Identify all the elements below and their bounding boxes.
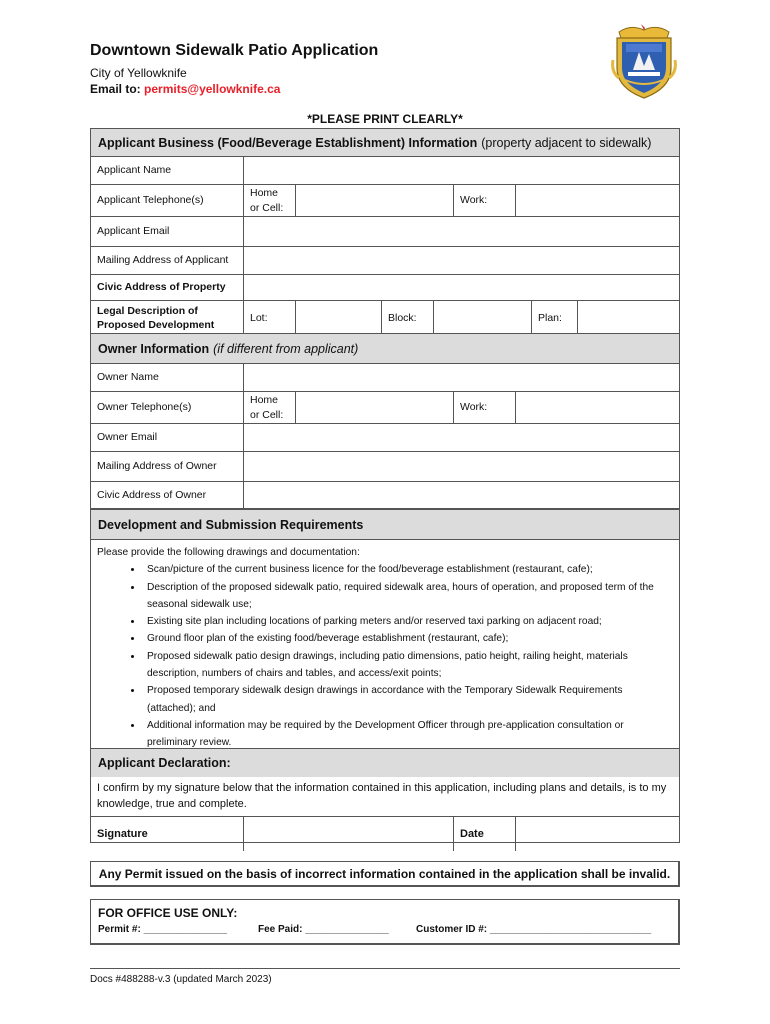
city-crest-logo bbox=[611, 22, 677, 100]
owner-email-field[interactable] bbox=[244, 424, 679, 451]
invalid-permit-notice: Any Permit issued on the basis of incorrect information contained in the application shall be invalid. bbox=[90, 861, 680, 887]
signature-field[interactable] bbox=[244, 817, 454, 851]
signature-label: Signature bbox=[91, 817, 244, 851]
city-name: City of Yellowknife bbox=[90, 66, 187, 80]
list-item: • Proposed sidewalk patio design drawings, including patio dimensions, patio height, railing height, materials description, numbers of chairs and tables, and access/exit points; bbox=[143, 648, 673, 683]
declaration-section bbox=[90, 748, 680, 843]
legal-description-label: Legal Description of Proposed Development bbox=[91, 301, 244, 335]
owner-work-phone-field[interactable] bbox=[516, 392, 679, 423]
print-clearly-note: *PLEASE PRINT CLEARLY* bbox=[307, 112, 463, 126]
applicant-section bbox=[90, 128, 680, 334]
declaration-text: I confirm by my signature below that the information contained in this application, including plans and details, is to my knowledge, true and complete. bbox=[97, 782, 667, 810]
requirements-list bbox=[97, 561, 673, 751]
footer-divider bbox=[90, 968, 680, 969]
block-field[interactable] bbox=[434, 301, 532, 335]
civic-address-property-field[interactable] bbox=[244, 275, 679, 300]
declaration-heading: Applicant Declaration: bbox=[91, 749, 679, 777]
requirements-intro: Please provide the following drawings and documentation: bbox=[97, 547, 360, 558]
applicant-email-field[interactable] bbox=[244, 217, 679, 246]
owner-civic-label: Civic Address of Owner bbox=[91, 482, 244, 509]
applicant-work-label: Work: bbox=[454, 185, 516, 216]
list-item: • Existing site plan including locations of parking meters and/or reserved taxi parking on adjacent road; bbox=[143, 613, 673, 630]
date-field[interactable] bbox=[516, 817, 679, 851]
date-label: Date bbox=[454, 817, 516, 851]
list-item: • Proposed temporary sidewalk design drawings in accordance with the Temporary Sidewalk Requirements (attached); and bbox=[143, 682, 673, 717]
list-item: • Description of the proposed sidewalk patio, required sidewalk area, hours of operation, and proposed term of the seasonal sidewalk use; bbox=[143, 579, 673, 614]
owner-telephone-label: Owner Telephone(s) bbox=[91, 392, 244, 423]
plan-label: Plan: bbox=[532, 301, 578, 335]
owner-email-label: Owner Email bbox=[91, 424, 244, 451]
owner-name-field[interactable] bbox=[244, 364, 679, 391]
applicant-heading: Applicant Business (Food/Beverage Establishment) Information (property adjacent to sidewalk) bbox=[91, 129, 679, 157]
civic-address-property-label: Civic Address of Property bbox=[91, 275, 244, 300]
requirements-heading: Development and Submission Requirements bbox=[91, 510, 679, 540]
permit-number-field: Permit #: _______________ bbox=[98, 924, 227, 935]
page-title: Downtown Sidewalk Patio Application bbox=[90, 42, 379, 59]
owner-mailing-field[interactable] bbox=[244, 452, 679, 481]
applicant-name-field[interactable] bbox=[244, 157, 679, 184]
owner-work-label: Work: bbox=[454, 392, 516, 423]
fee-paid-field: Fee Paid: _______________ bbox=[258, 924, 389, 935]
owner-home-phone-field[interactable] bbox=[296, 392, 454, 423]
owner-mailing-label: Mailing Address of Owner bbox=[91, 452, 244, 481]
office-use-section bbox=[90, 899, 680, 945]
customer-id-field: Customer ID #: _____________________________ bbox=[416, 924, 652, 935]
owner-home-label: Home or Cell: bbox=[244, 392, 296, 423]
applicant-email-label: Applicant Email bbox=[91, 217, 244, 246]
lot-label: Lot: bbox=[244, 301, 296, 335]
applicant-mailing-label: Mailing Address of Applicant bbox=[91, 247, 244, 274]
owner-heading: Owner Information (if different from applicant) bbox=[91, 334, 679, 364]
applicant-mailing-field[interactable] bbox=[244, 247, 679, 274]
list-item: • Additional information may be required by the Development Officer through pre-application consultation or preliminary review. bbox=[143, 717, 673, 752]
applicant-name-label: Applicant Name bbox=[91, 157, 244, 184]
applicant-home-phone-field[interactable] bbox=[296, 185, 454, 216]
email-line bbox=[90, 82, 280, 96]
applicant-home-label: Home or Cell: bbox=[244, 185, 296, 216]
block-label: Block: bbox=[382, 301, 434, 335]
applicant-work-phone-field[interactable] bbox=[516, 185, 679, 216]
document-footer: Docs #488288-v.3 (updated March 2023) bbox=[90, 974, 272, 985]
lot-field[interactable] bbox=[296, 301, 382, 335]
list-item: • Scan/picture of the current business licence for the food/beverage establishment (restaurant, cafe); bbox=[143, 561, 673, 578]
list-item: • Ground floor plan of the existing food/beverage establishment (restaurant, cafe); bbox=[143, 630, 673, 647]
owner-name-label: Owner Name bbox=[91, 364, 244, 391]
requirements-section bbox=[90, 509, 680, 749]
email-link[interactable]: permits@yellowknife.ca bbox=[144, 82, 281, 96]
owner-section bbox=[90, 333, 680, 509]
plan-field[interactable] bbox=[578, 301, 679, 335]
office-use-heading: FOR OFFICE USE ONLY: bbox=[98, 906, 238, 920]
owner-civic-field[interactable] bbox=[244, 482, 679, 509]
email-label: Email to: bbox=[90, 82, 141, 96]
applicant-telephone-label: Applicant Telephone(s) bbox=[91, 185, 244, 216]
